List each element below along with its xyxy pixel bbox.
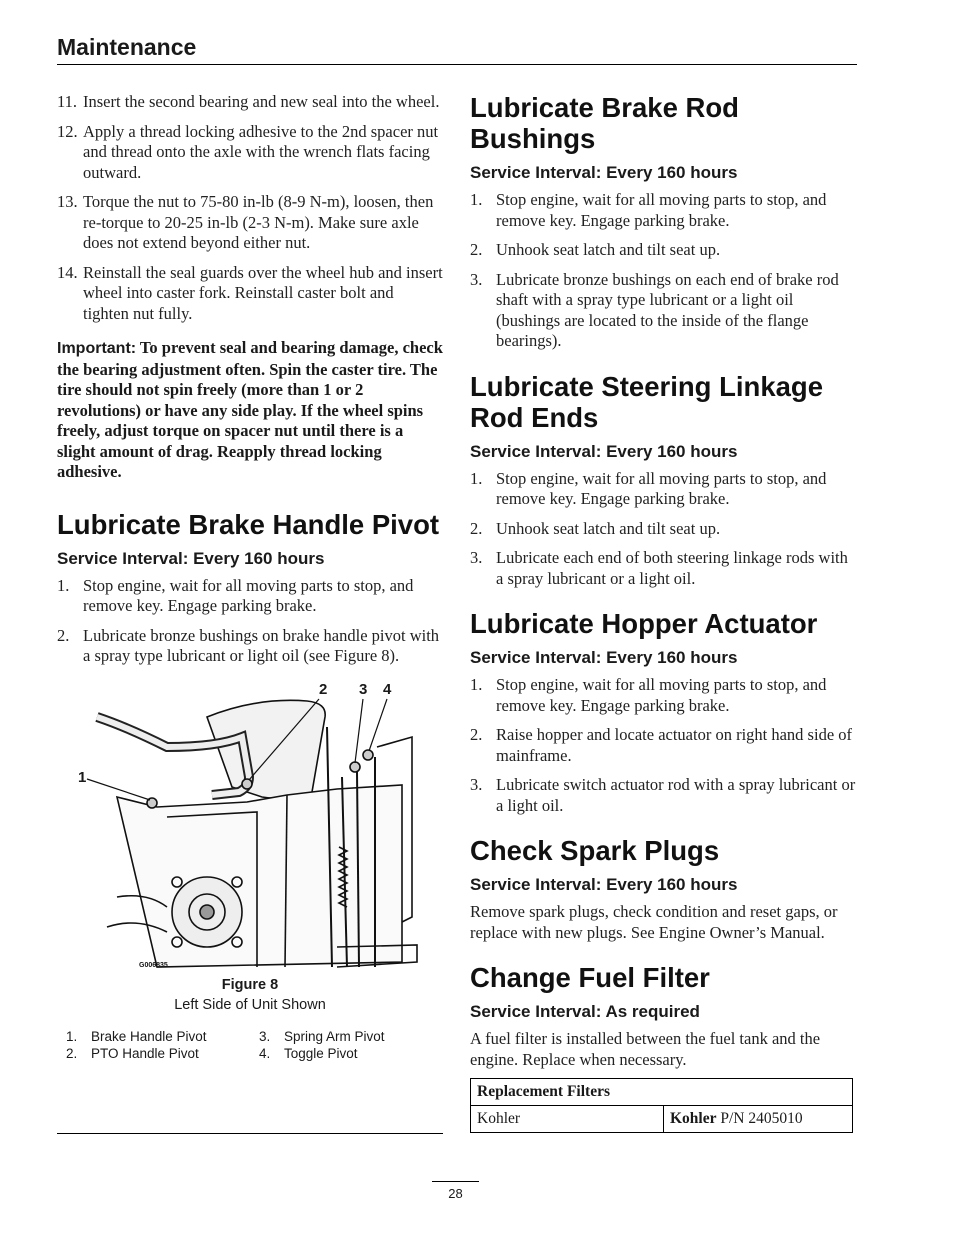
callout-2: 2	[319, 680, 328, 698]
callout-1: 1	[78, 768, 87, 786]
list-item: 3. Lubricate each end of both steering linkage rods with a spray lubricant or a light oil.	[470, 548, 848, 588]
figure-8-illustration	[57, 677, 443, 977]
legend-item: 2. PTO Handle Pivot	[66, 1045, 199, 1061]
service-interval: Service Interval: Every 160 hours	[470, 163, 738, 182]
legend-item: 3. Spring Arm Pivot	[259, 1028, 385, 1044]
service-interval: Service Interval: Every 160 hours	[470, 648, 738, 667]
list-item: 14. Reinstall the seal guards over the wheel hub and insert wheel into caster fork. Reinstall caster bolt and tighten nut fully.	[57, 262, 443, 323]
list-item: 1. Stop engine, wait for all moving parts to stop, and remove key. Engage parking brake.	[57, 575, 414, 615]
brake-rod-steps	[470, 190, 858, 352]
list-item: 11. Insert the second bearing and new seal into the wheel.	[57, 92, 440, 111]
fuel-filter-text: A fuel filter is installed between the fuel tank and the engine. Replace when necessary.	[470, 1029, 821, 1069]
left-column	[57, 92, 443, 1061]
figure-title: Figure 8	[221, 976, 279, 993]
list-item: 13. Torque the nut to 75-80 in-lb (8-9 N-m), loosen, then re-torque to 20-25 in-lb (2-3 N-m). Make sure axle does not extend beyond either nut.	[57, 192, 434, 252]
important-note	[57, 338, 443, 483]
table-cell-brand: Kohler	[471, 1106, 664, 1133]
list-item: 1. Stop engine, wait for all moving parts to stop, and remove key. Engage parking brake.	[470, 190, 827, 230]
list-item: 12. Apply a thread locking adhesive to the 2nd spacer nut and thread onto the axle with the wrench flats facing outward.	[57, 121, 439, 182]
list-item: 2. Lubricate bronze bushings on brake handle pivot with a spray type lubricant or light oil (see Figure 8).	[57, 625, 440, 665]
section-title-spark-plugs: Check Spark Plugs	[470, 835, 720, 866]
figure-caption: Left Side of Unit Shown	[174, 996, 326, 1013]
section-title-brake-handle: Lubricate Brake Handle Pivot	[57, 508, 440, 540]
list-item: 2. Raise hopper and locate actuator on right hand side of mainframe.	[470, 725, 853, 765]
service-interval: Service Interval: Every 160 hours	[57, 548, 325, 568]
list-item: 3. Lubricate bronze bushings on each end of brake rod shaft with a spray type lubricant or a light oil (bushings are located to the inside of the flange bearings).	[470, 269, 839, 350]
section-title-steering-linkage: Lubricate Steering Linkage Rod Ends	[470, 370, 824, 433]
legend-item: 1. Brake Handle Pivot	[66, 1028, 207, 1044]
callout-3: 3	[359, 680, 368, 698]
legend-item: 4. Toggle Pivot	[259, 1045, 358, 1061]
service-interval: Service Interval: Every 160 hours	[470, 441, 738, 461]
table-header: Replacement Filters	[471, 1079, 853, 1106]
mower-left-side-drawing	[57, 677, 443, 977]
section-header: Maintenance	[57, 34, 197, 60]
brake-handle-steps	[57, 576, 443, 667]
page-number: 28	[448, 1186, 463, 1201]
list-item: 2. Unhook seat latch and tilt seat up.	[470, 518, 721, 538]
continued-steps-list	[57, 92, 443, 324]
left-column-rule	[57, 1133, 443, 1134]
list-item: 1. Stop engine, wait for all moving parts to stop, and remove key. Engage parking brake.	[470, 675, 827, 715]
list-item: 3. Lubricate switch actuator rod with a spray lubricant or a light oil.	[470, 775, 856, 815]
table-row	[471, 1106, 853, 1133]
footer-rule	[432, 1181, 479, 1182]
list-item: 2. Unhook seat latch and tilt seat up.	[470, 240, 721, 259]
callout-4: 4	[383, 680, 392, 698]
section-title-fuel-filter: Change Fuel Filter	[470, 962, 710, 993]
right-column	[470, 92, 858, 1133]
replacement-filters-table	[470, 1078, 853, 1133]
service-interval: Service Interval: As required	[470, 1002, 700, 1021]
important-text: To prevent seal and bearing damage, check the bearing adjustment often. Spin the caster tire. The tire should not spin freely (more than 1 or 2 revolutions) or have any side play. If the wheel spins freely, adjust torque on spacer nut until there is a slight amount of drag. Reapply thread locking adhesive.	[57, 338, 443, 481]
header-rule	[57, 64, 857, 65]
figure-legend	[57, 1029, 443, 1061]
hopper-actuator-steps	[470, 675, 858, 816]
service-interval: Service Interval: Every 160 hours	[470, 875, 738, 894]
table-cell-part: Kohler P/N 2405010	[664, 1106, 853, 1133]
spark-plugs-text: Remove spark plugs, check condition and reset gaps, or replace with new plugs. See Engine Owner’s Manual.	[470, 902, 838, 942]
important-label: Important:	[57, 340, 137, 357]
list-item: 1. Stop engine, wait for all moving parts to stop, and remove key. Engage parking brake.	[470, 468, 827, 508]
section-title-brake-rod: Lubricate Brake Rod Bushings	[470, 92, 739, 154]
steering-linkage-steps	[470, 469, 858, 590]
section-title-hopper-actuator: Lubricate Hopper Actuator	[470, 608, 818, 639]
figure-code: G006835	[139, 961, 168, 969]
